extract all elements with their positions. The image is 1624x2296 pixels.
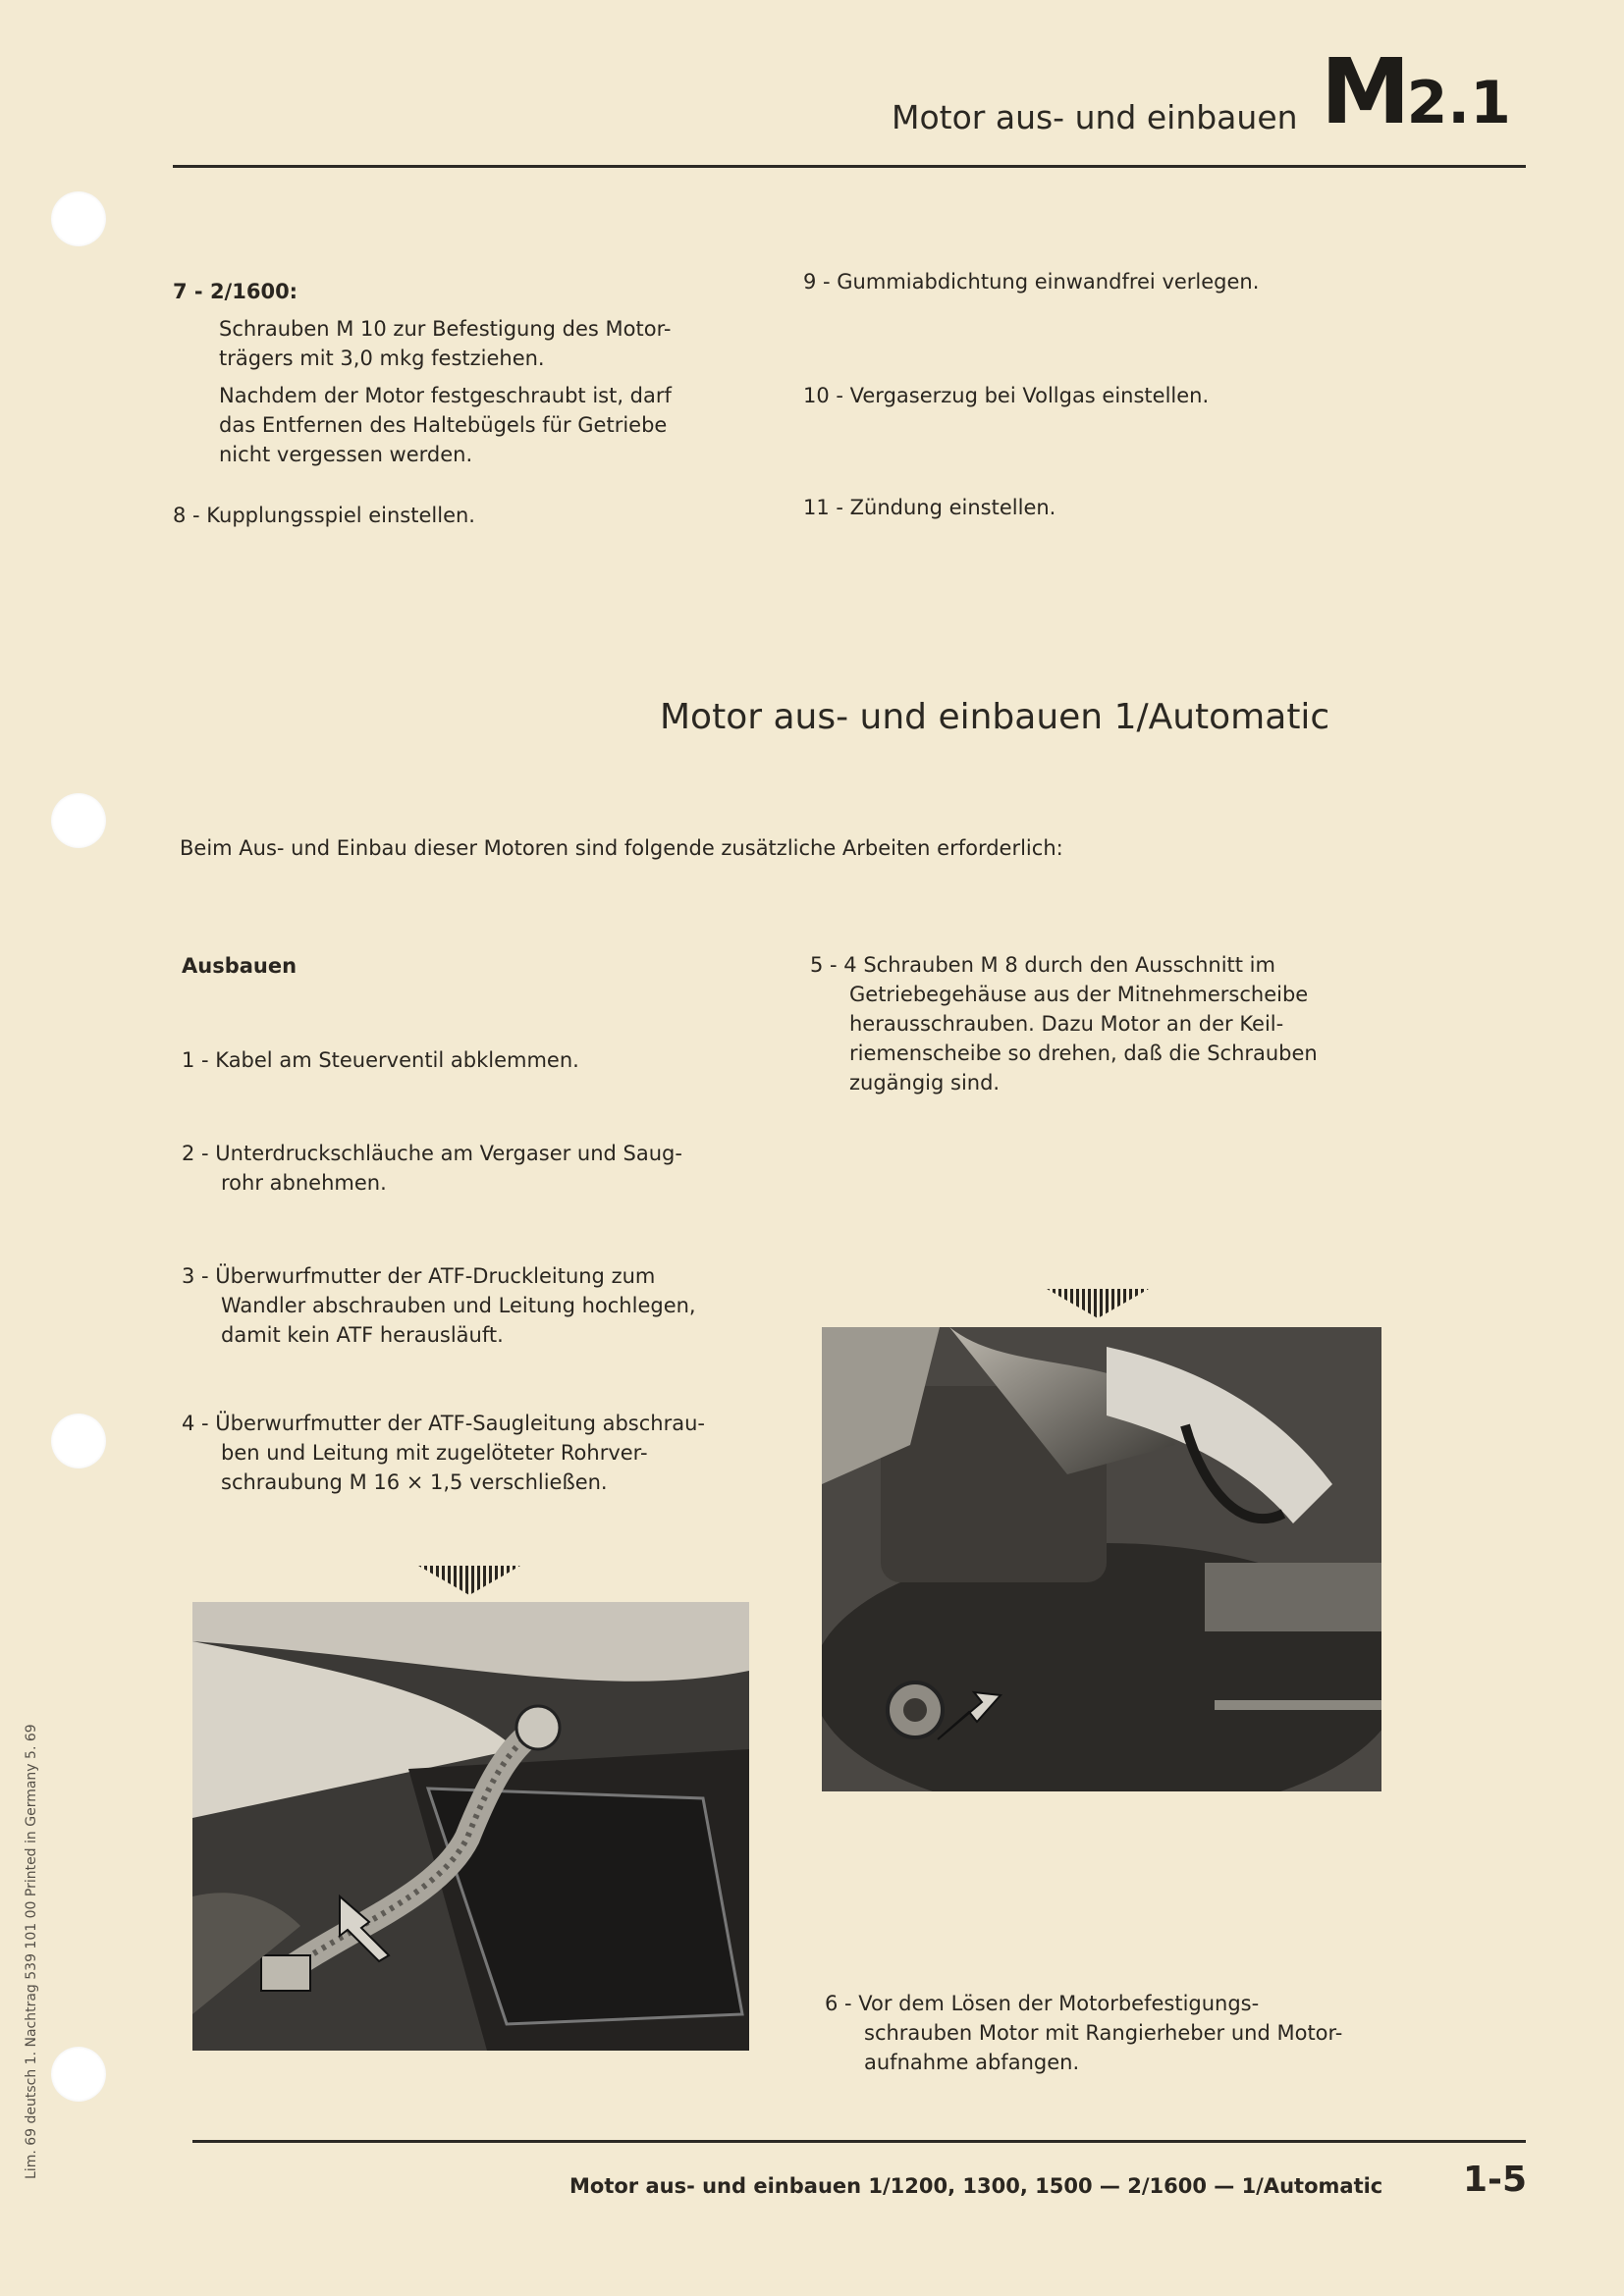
punch-hole xyxy=(51,1414,106,1468)
text-line: schraubung M 16 × 1,5 verschließen. xyxy=(221,1470,608,1494)
photo-transmission-bolts xyxy=(822,1327,1381,1791)
header-rule xyxy=(173,165,1526,168)
section-title: Motor aus- und einbauen 1/Automatic xyxy=(660,697,1330,737)
text-line: 5 - 4 Schrauben M 8 durch den Ausschnitt im xyxy=(810,953,1275,977)
text-line: Wandler abschrauben und Leitung hochlegen, xyxy=(221,1294,696,1317)
photo-pointer-mark xyxy=(418,1566,520,1595)
text-line: riemenscheibe so drehen, daß die Schrauben xyxy=(849,1041,1318,1065)
text-line: schrauben Motor mit Rangierheber und Motor- xyxy=(864,2021,1343,2045)
text-line: herausschrauben. Dazu Motor an der Keil- xyxy=(849,1012,1284,1036)
text-line: das Entfernen des Haltebügels für Getriebe xyxy=(219,413,668,437)
text-line: 2 - Unterdruckschläuche am Vergaser und Saug- xyxy=(182,1142,682,1165)
photo-pointer-mark xyxy=(1047,1289,1149,1318)
text-line: ben und Leitung mit zugelöteter Rohrver- xyxy=(221,1441,648,1465)
text-line: 4 - Überwurfmutter der ATF-Saugleitung abschrau- xyxy=(182,1412,705,1435)
text-line: trägers mit 3,0 mkg festziehen. xyxy=(219,347,545,370)
item-7-text xyxy=(219,314,749,469)
item-11: 11 - Zündung einstellen. xyxy=(803,496,1056,519)
section-intro: Beim Aus- und Einbau dieser Motoren sind folgende zusätzliche Arbeiten erforderlich: xyxy=(180,836,1063,860)
step-2 xyxy=(182,1139,771,1198)
item-10: 10 - Vergaserzug bei Vollgas einstellen. xyxy=(803,384,1210,407)
punch-hole xyxy=(51,191,106,246)
text-line: rohr abnehmen. xyxy=(221,1171,387,1195)
punch-hole xyxy=(51,793,106,848)
footer-rule xyxy=(192,2140,1526,2143)
item-7-label: 7 - 2/1600: xyxy=(173,280,298,303)
text-line: Getriebegehäuse aus der Mitnehmerscheibe xyxy=(849,983,1309,1006)
text-line: Schrauben M 10 zur Befestigung des Motor- xyxy=(219,317,672,341)
page-header-title: Motor aus- und einbauen xyxy=(892,98,1298,136)
footer-title: Motor aus- und einbauen 1/1200, 1300, 1500 — 2/1600 — 1/Automatic xyxy=(569,2174,1383,2198)
photo-atf-line xyxy=(192,1602,749,2051)
subheading-ausbauen: Ausbauen xyxy=(182,954,298,978)
step-4 xyxy=(182,1409,790,1497)
item-8: 8 - Kupplungsspiel einstellen. xyxy=(173,504,475,527)
page-number: 1-5 xyxy=(1463,2160,1528,2200)
text-line: 6 - Vor dem Lösen der Motorbefestigungs- xyxy=(825,1992,1260,2015)
step-1: 1 - Kabel am Steuerventil abklemmen. xyxy=(182,1048,579,1072)
text-line: 3 - Überwurfmutter der ATF-Druckleitung zum xyxy=(182,1264,656,1288)
step-3 xyxy=(182,1261,771,1350)
text-line: aufnahme abfangen. xyxy=(864,2051,1080,2074)
print-info-vertical: Lim. 69 deutsch 1. Nachtrag 539 101 00 Printed in Germany 5. 69 xyxy=(24,1724,39,2179)
punch-hole xyxy=(51,2047,106,2102)
item-9: 9 - Gummiabdichtung einwandfrei verlegen. xyxy=(803,270,1260,294)
step-5 xyxy=(810,950,1419,1097)
step-6 xyxy=(825,1989,1434,2077)
text-line: damit kein ATF herausläuft. xyxy=(221,1323,504,1347)
text-line: nicht vergessen werden. xyxy=(219,443,473,466)
section-code xyxy=(1321,39,1511,144)
text-line: zugängig sind. xyxy=(849,1071,1001,1095)
photo-illustration xyxy=(822,1327,1381,1791)
photo-illustration xyxy=(192,1602,749,2051)
section-code-letter: M xyxy=(1321,39,1407,144)
text-line: Nachdem der Motor festgeschraubt ist, darf xyxy=(219,384,672,407)
section-code-number: 2.1 xyxy=(1406,69,1511,137)
